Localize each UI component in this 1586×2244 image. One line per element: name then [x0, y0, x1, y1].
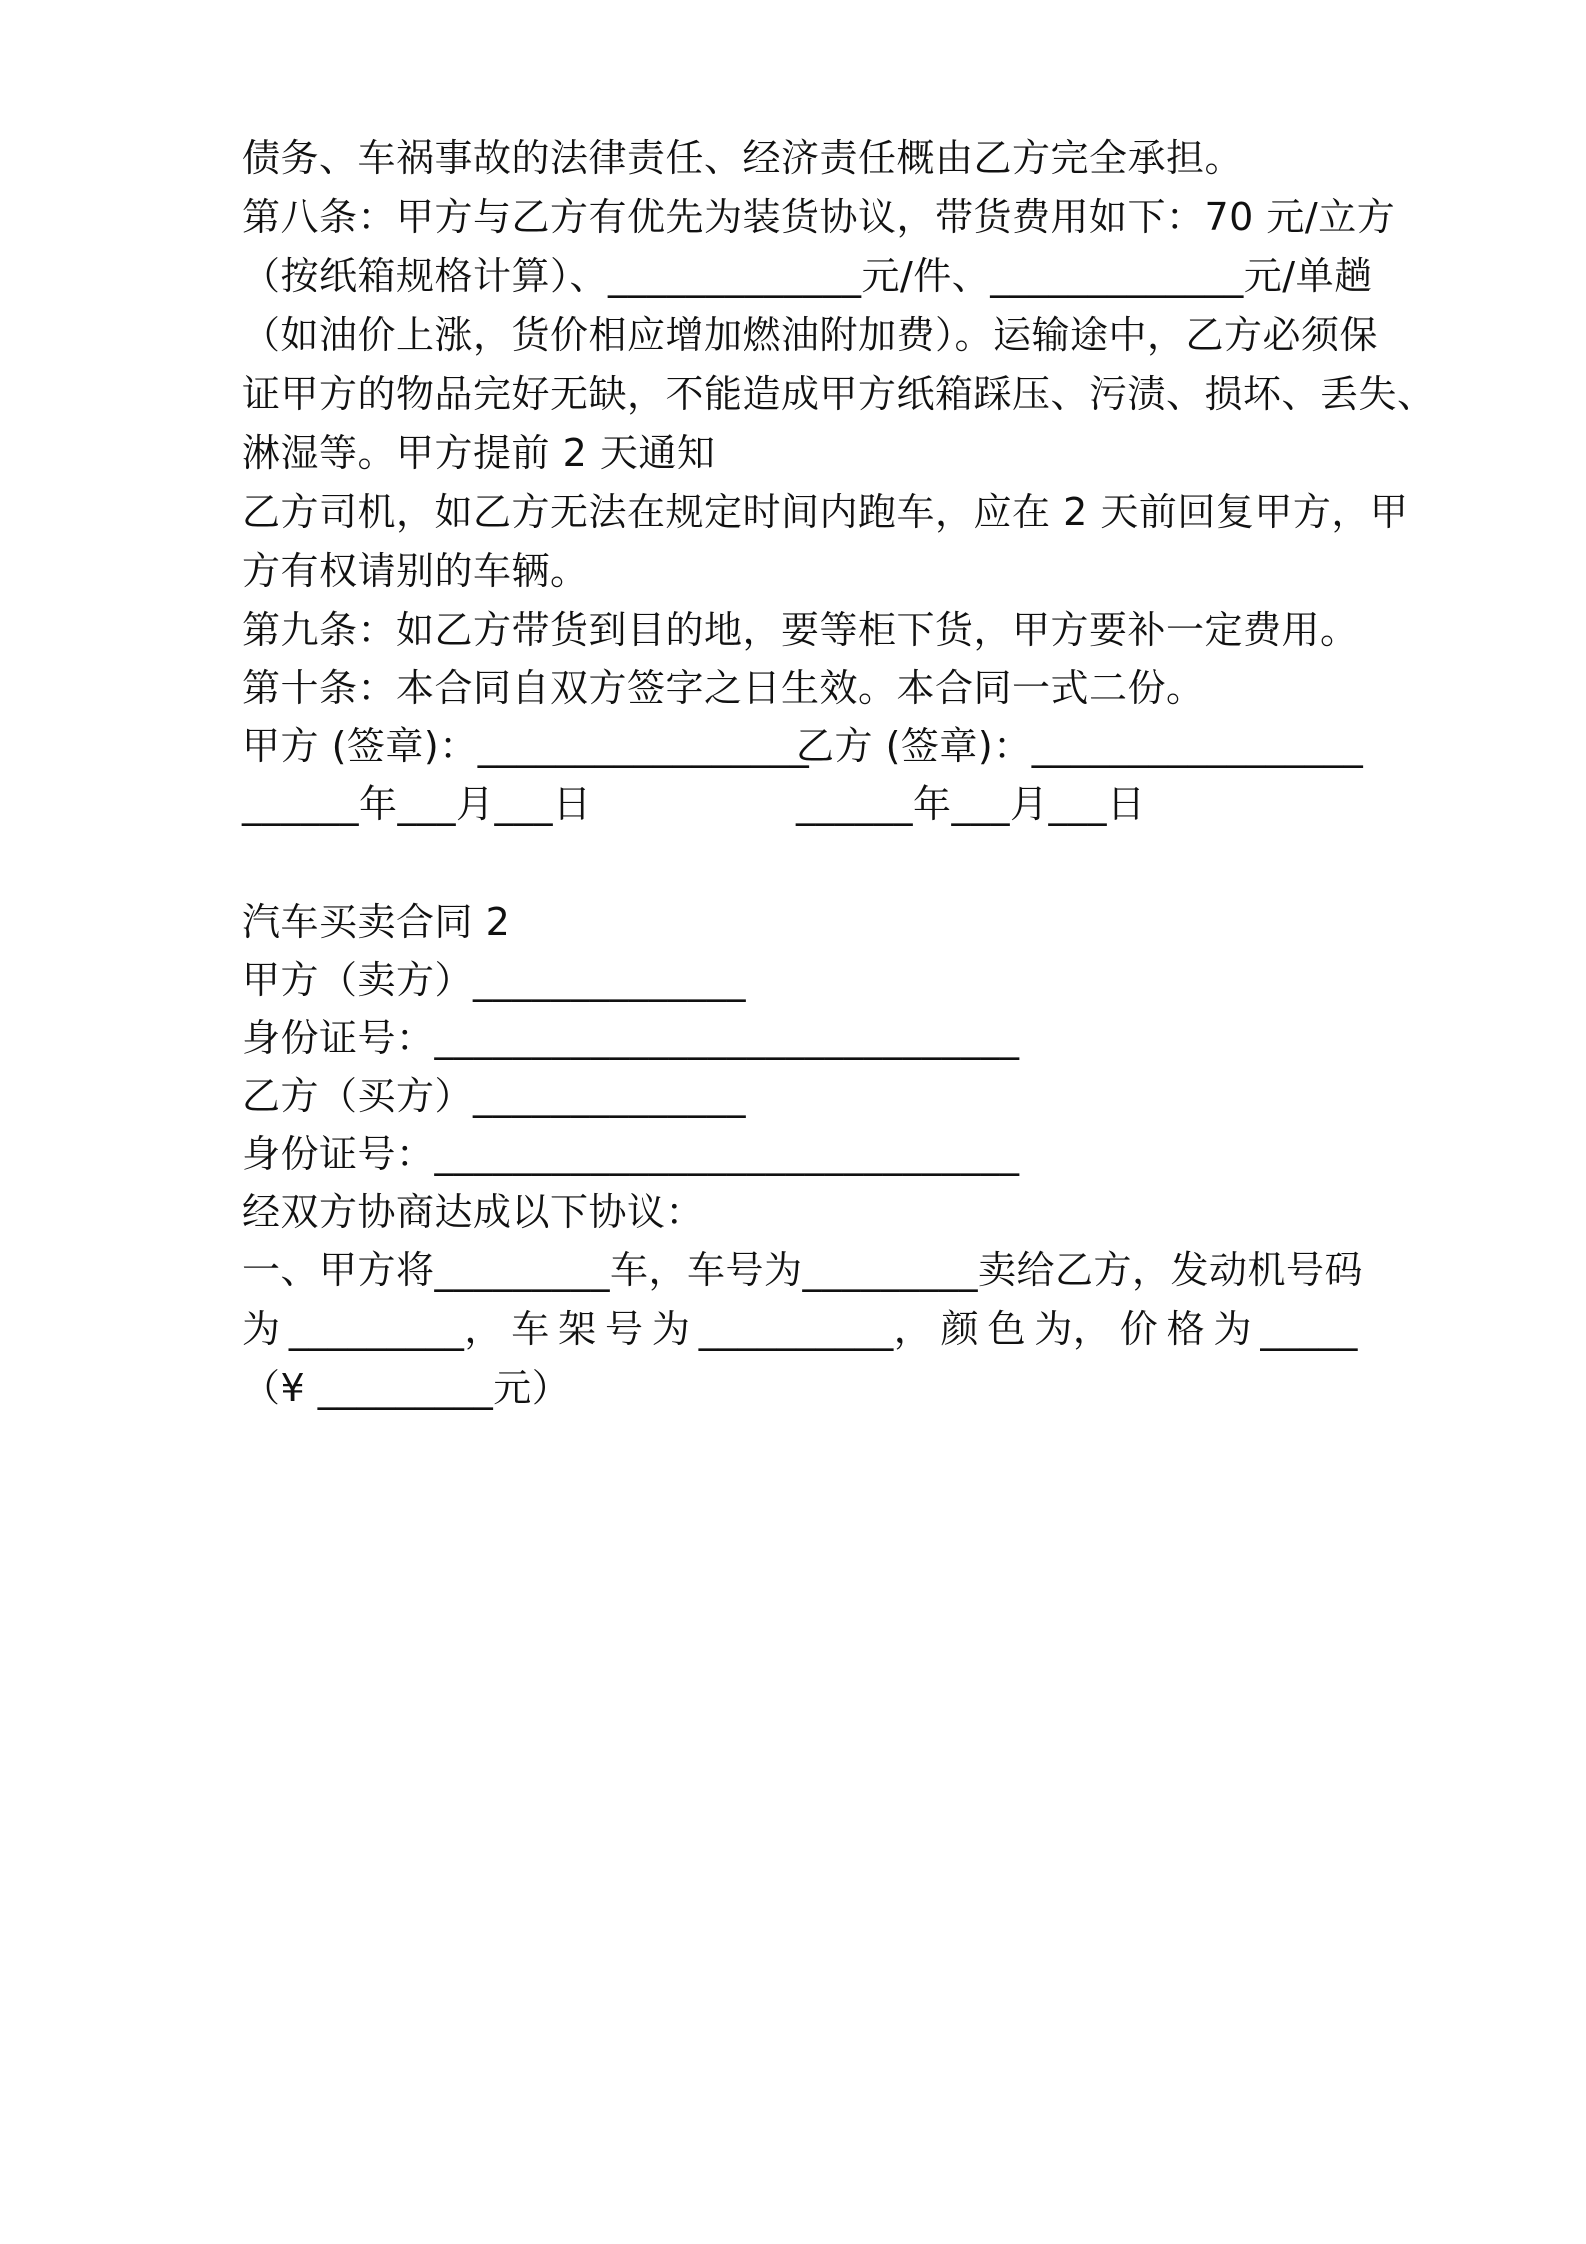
text-part: 车 [511, 1307, 550, 1351]
text-part: _________， [288, 1307, 503, 1351]
text-part: 为 [1213, 1307, 1253, 1351]
seller-id-field: 身份证号：______________________________ [242, 1016, 1020, 1060]
paragraph-line: 证甲方的物品完好无缺，不能造成甲方纸箱踩压、污渍、损坏、丢失、 [242, 372, 1436, 416]
text-part: 架 [558, 1307, 597, 1351]
text-part: 号 [605, 1307, 644, 1351]
text-part: _____ [1260, 1307, 1358, 1351]
paragraph-line: 方有权请别的车辆。 [242, 549, 589, 593]
text-part: 色 [987, 1307, 1027, 1351]
paragraph-line: （按纸箱规格计算）、_____________元/件、_____________元/单趟 [242, 254, 1373, 298]
item-1-line: 一、甲方将_________车，车号为_________卖给乙方，发动机号码 [242, 1248, 1364, 1292]
paragraph-line: （如油价上涨，货价相应增加燃油附加费）。运输途中，乙方必须保 [242, 313, 1379, 357]
text-part: 价 [1119, 1307, 1159, 1351]
text-part: 为 [242, 1307, 281, 1351]
price-field: （¥ _________元） [242, 1366, 571, 1410]
seller-field: 甲方（卖方）______________ [242, 958, 747, 1002]
party-b-signature: 乙方 (签章)：_________________ [796, 724, 1364, 768]
contract-2-title: 汽车买卖合同 2 [242, 900, 511, 944]
article-9-line: 第九条：如乙方带货到目的地，要等柜下货，甲方要补一定费用。 [242, 608, 1359, 652]
buyer-field: 乙方（买方）______________ [242, 1074, 747, 1118]
party-a-signature: 甲方 (签章)：_________________ [242, 724, 810, 768]
paragraph-line: 淋湿等。甲方提前 2 天通知 [242, 431, 716, 475]
article-8-line: 第八条：甲方与乙方有优先为装货协议，带货费用如下：70 元/立方 [242, 195, 1396, 239]
text-part: 为， [1034, 1307, 1112, 1351]
text-part: 为 [651, 1307, 691, 1351]
party-a-date: ______年___月___日 [242, 782, 592, 826]
paragraph-line: 乙方司机，如乙方无法在规定时间内跑车，应在 2 天前回复甲方，甲 [242, 490, 1409, 534]
paragraph-line: 债务、车祸事故的法律责任、经济责任概由乙方完全承担。 [242, 136, 1244, 180]
text-part: 格 [1166, 1307, 1206, 1351]
party-b-date: ______年___月___日 [796, 782, 1146, 826]
text-part: __________， [698, 1307, 933, 1351]
text-part: 颜 [940, 1307, 980, 1351]
buyer-id-field: 身份证号：______________________________ [242, 1132, 1020, 1176]
agreement-intro: 经双方协商达成以下协议： [242, 1190, 705, 1234]
item-1-line [242, 1303, 1358, 1355]
article-10-line: 第十条：本合同自双方签字之日生效。本合同一式二份。 [242, 666, 1205, 710]
